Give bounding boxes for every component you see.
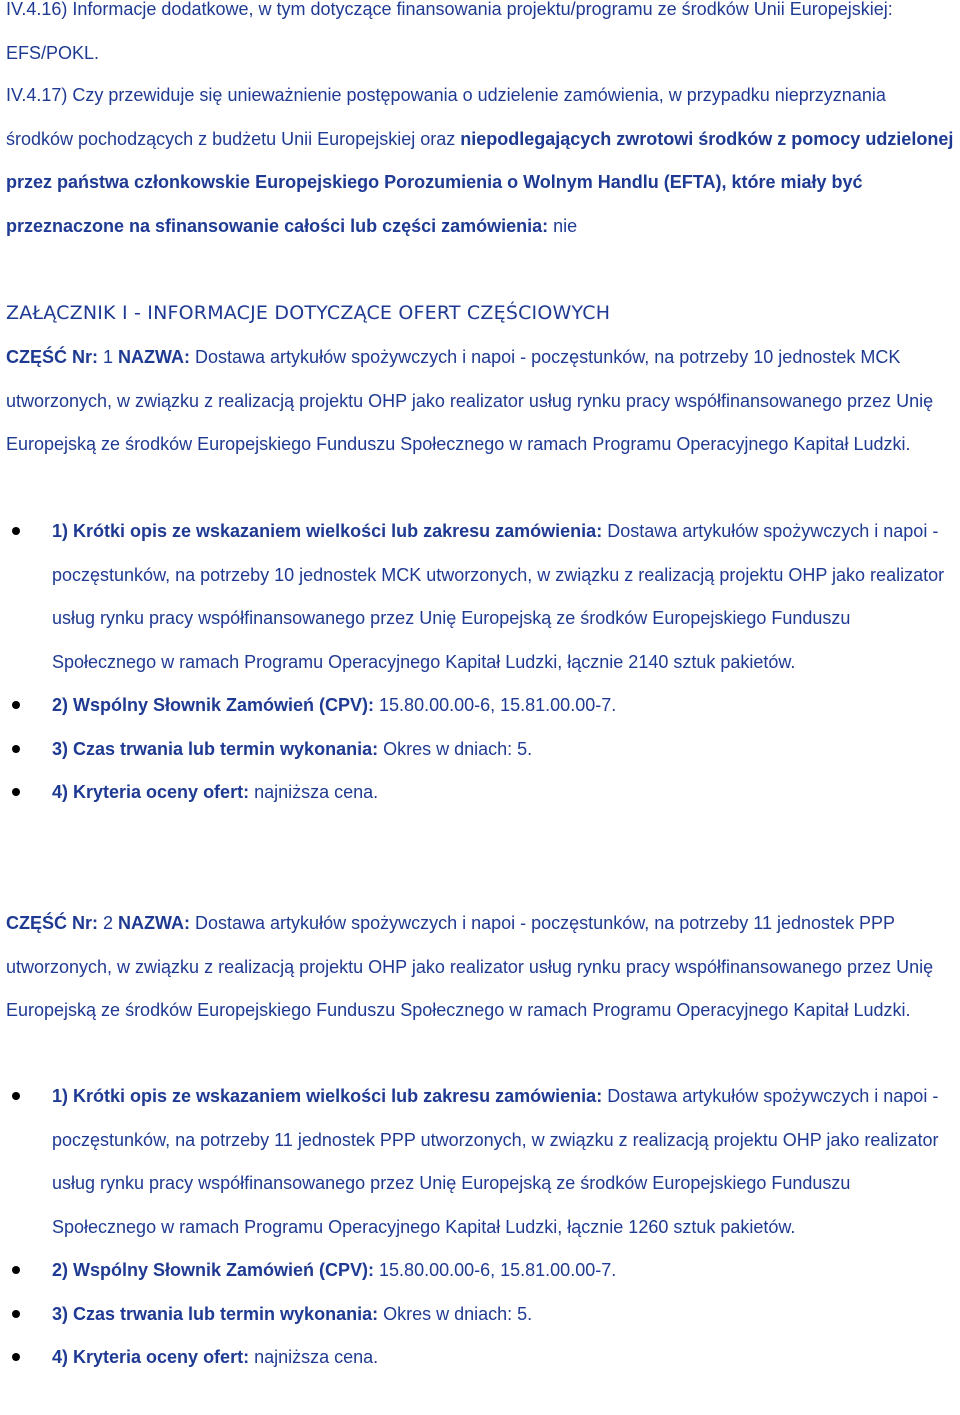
- item-label: 2) Wspólny Słownik Zamówień (CPV):: [52, 695, 375, 715]
- item-value: najniższa cena.: [249, 782, 379, 802]
- item-value: 15.80.00.00-6, 15.81.00.00-7.: [374, 695, 617, 715]
- item-label: 4) Kryteria oceny ofert:: [52, 1347, 250, 1367]
- bullet-icon: [12, 788, 20, 796]
- part-1-number-label: CZĘŚĆ Nr:: [6, 347, 99, 367]
- item-label: 1) Krótki opis ze wskazaniem wielkości lub zakresu zamówienia:: [52, 521, 603, 541]
- part-2-name-label: NAZWA:: [118, 913, 191, 933]
- part-2-name-value: Dostawa artykułów spożywczych i napoi - poczęstunków, na potrzeby 11 jednostek PPP utworzonych, w związku z realizacją projektu OHP jako realizator usług rynku pracy współfinansowanego przez Unię Europejską ze środków Europejskiego Funduszu Społecznego w ramach Programu Operacyjnego Kapitał Ludzki.: [6, 913, 934, 1020]
- part-1-item-cpv: [0, 684, 952, 728]
- item-label: 1) Krótki opis ze wskazaniem wielkości lub zakresu zamówienia:: [52, 1086, 603, 1106]
- item-label: 3) Czas trwania lub termin wykonania:: [52, 738, 379, 759]
- part-2-item-cpv: [0, 1249, 952, 1293]
- part-2-number-label: CZĘŚĆ Nr:: [6, 913, 99, 933]
- part-1-name-label: NAZWA:: [118, 347, 191, 367]
- part-1-header: [6, 336, 956, 467]
- part-2-item-duration: [0, 1293, 952, 1337]
- bullet-icon: [12, 527, 20, 535]
- part-2-item-description: [0, 1075, 952, 1249]
- item-label: 4) Kryteria oceny ofert:: [52, 782, 250, 802]
- section-iv-4-17-label-bold: niepodlegających zwrotowi środków z pomocy udzielonej przez państwa członkowskie Europejskiego Porozumienia o Wolnym Handlu (EFTA), które miały być przeznaczone na sfinansowanie całości lub części zamówienia:: [6, 128, 954, 236]
- part-2-details-list: [0, 1075, 952, 1380]
- part-1-number: 1: [98, 347, 119, 367]
- item-value: Okres w dniach: 5.: [378, 1303, 533, 1324]
- item-value: Dostawa artykułów spożywczych i napoi - poczęstunków, na potrzeby 10 jednostek MCK utworzonych, w związku z realizacją projektu OHP jako realizator usług rynku pracy współfinansowanego przez Unię Europejską ze środków Europejskiego Funduszu Społecznego w ramach Programu Operacyjnego Kapitał Ludzki, łącznie 2140 sztuk pakietów.: [52, 521, 945, 672]
- part-2-number: 2: [98, 913, 119, 933]
- section-iv-4-16-label: IV.4.16) Informacje dodatkowe, w tym dotyczące finansowania projektu/programu ze środków Unii Europejskiej:: [6, 0, 893, 19]
- part-1-item-description: [0, 510, 952, 684]
- section-iv-4-16-value: EFS/POKL.: [6, 42, 100, 63]
- part-2-item-criteria: [0, 1336, 952, 1380]
- part-1-name-value: Dostawa artykułów spożywczych i napoi - poczęstunków, na potrzeby 10 jednostek MCK utworzonych, w związku z realizacją projektu OHP jako realizator usług rynku pracy współfinansowanego przez Unię Europejską ze środków Europejskiego Funduszu Społecznego w ramach Programu Operacyjnego Kapitał Ludzki.: [6, 347, 934, 454]
- part-1-item-duration: [0, 728, 952, 772]
- section-iv-4-17-label: IV.4.17) Czy przewiduje się unieważnienie postępowania o udzielenie zamówienia, w przypadku nieprzyznania środków pochodzących z budżetu Unii Europejskiej oraz: [6, 85, 886, 149]
- bullet-icon: [12, 1266, 20, 1274]
- bullet-icon: [12, 1092, 20, 1100]
- part-1-details-list: [0, 510, 952, 815]
- bullet-icon: [12, 1353, 20, 1361]
- item-value: najniższa cena.: [249, 1347, 379, 1367]
- section-iv-4-16: [6, 0, 956, 75]
- item-label: 3) Czas trwania lub termin wykonania:: [52, 1303, 379, 1324]
- part-1-item-criteria: [0, 771, 952, 815]
- annex-heading: ZAŁĄCZNIK I - INFORMACJE DOTYCZĄCE OFERT CZĘŚCIOWYCH: [6, 302, 611, 324]
- item-value: Dostawa artykułów spożywczych i napoi - poczęstunków, na potrzeby 11 jednostek PPP utworzonych, w związku z realizacją projektu OHP jako realizator usług rynku pracy współfinansowanego przez Unię Europejską ze środków Europejskiego Funduszu Społecznego w ramach Programu Operacyjnego Kapitał Ludzki, łącznie 1260 sztuk pakietów.: [52, 1086, 939, 1237]
- item-value: 15.80.00.00-6, 15.81.00.00-7.: [374, 1260, 617, 1280]
- item-value: Okres w dniach: 5.: [378, 738, 533, 759]
- section-iv-4-17-value: nie: [548, 215, 578, 236]
- item-label: 2) Wspólny Słownik Zamówień (CPV):: [52, 1260, 375, 1280]
- bullet-icon: [12, 745, 20, 753]
- part-2-header: [6, 902, 956, 1033]
- bullet-icon: [12, 701, 20, 709]
- bullet-icon: [12, 1310, 20, 1318]
- section-iv-4-17: [6, 74, 956, 248]
